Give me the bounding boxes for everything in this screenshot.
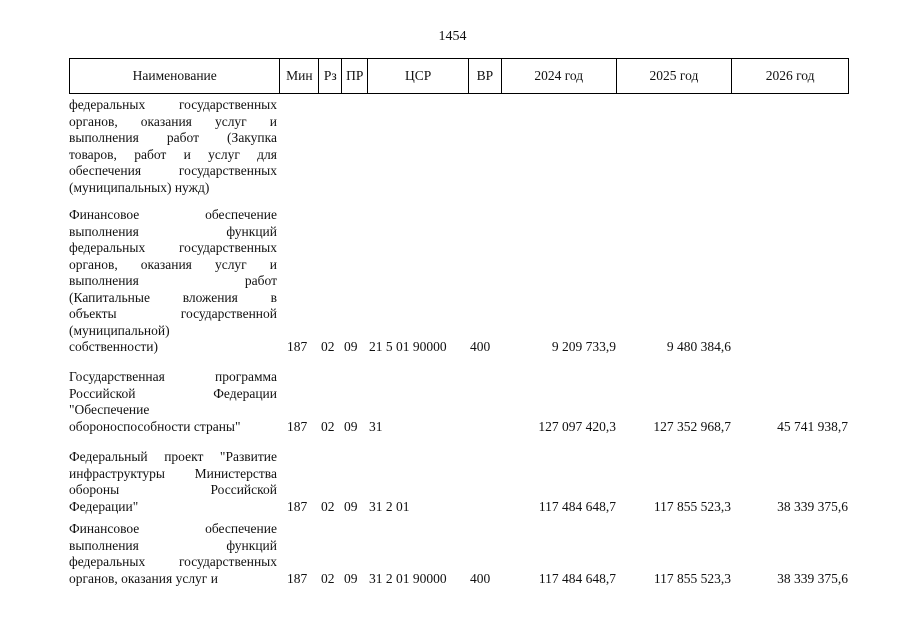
row-name-line: собственности) xyxy=(69,339,158,354)
row-value-2026: 38 339 375,6 xyxy=(777,570,848,586)
row-value-2024: 127 097 420,3 xyxy=(538,418,616,434)
row-name-line: органов, оказания услуг и xyxy=(69,256,277,272)
row-name-line: Государственная программа xyxy=(69,369,277,384)
row-name-line: федеральных государственных xyxy=(69,554,277,569)
header-2024: 2024 год xyxy=(502,59,617,93)
header-pr: ПР xyxy=(342,59,368,93)
header-min: Мин xyxy=(280,59,319,93)
row-name-line: обеспечения государственных xyxy=(69,163,277,178)
page-number: 1454 xyxy=(438,29,467,44)
row-name-line: федеральных государственных xyxy=(69,240,277,255)
row-name-line: Федерации" xyxy=(69,498,139,514)
row-pr: 09 xyxy=(344,418,358,434)
row-min: 187 xyxy=(287,498,308,514)
header-2026: 2026 год xyxy=(765,68,815,83)
row-name xyxy=(69,521,277,587)
row-name-line: объекты государственной xyxy=(69,306,277,321)
row-csr: 21 5 01 90000 xyxy=(369,339,447,354)
row-name-line: (муниципальных) нужд) xyxy=(69,179,210,195)
row-name-line: выполнения работ xyxy=(69,273,277,288)
row-name-line: обороны Российской xyxy=(69,482,277,497)
row-value-2026: 38 339 375,6 xyxy=(777,498,848,514)
row-min: 187 xyxy=(287,339,308,354)
row-name xyxy=(69,369,277,435)
row-rz: 02 xyxy=(321,570,335,586)
row-rz: 02 xyxy=(321,498,335,514)
row-name-line: Российской Федерации xyxy=(69,385,277,401)
row-pr: 09 xyxy=(344,570,358,586)
row-name-line: органов, оказания услуг и xyxy=(69,113,277,129)
header-csr: ЦСР xyxy=(368,59,469,93)
row-value-2025: 117 855 523,3 xyxy=(653,570,731,586)
row-name-line: "Обеспечение xyxy=(69,402,150,417)
row-min: 187 xyxy=(287,570,308,586)
row-name xyxy=(69,97,277,196)
row-name-line: Федеральный проект "Развитие xyxy=(69,449,277,464)
header-name: Наименование xyxy=(70,59,280,93)
row-name-line: (Капитальные вложения в xyxy=(69,289,277,305)
row-value-2025: 9 480 384,6 xyxy=(666,339,731,354)
row-name xyxy=(69,449,277,515)
row-vr: 400 xyxy=(470,570,491,586)
row-rz: 02 xyxy=(321,339,335,354)
row-name-line: выполнения функций xyxy=(69,537,277,553)
row-value-2025: 127 352 968,7 xyxy=(653,418,731,434)
row-name-line: инфраструктуры Министерства xyxy=(69,465,277,481)
row-name xyxy=(69,207,277,356)
header-rz: Рз xyxy=(319,59,342,93)
header-2025: 2025 год xyxy=(617,59,733,93)
row-name-line: (муниципальной) xyxy=(69,322,170,338)
row-pr: 09 xyxy=(344,339,358,354)
row-vr: 400 xyxy=(470,339,491,354)
row-csr: 31 xyxy=(369,418,383,434)
row-value-2025: 117 855 523,3 xyxy=(653,498,731,514)
row-name-line: Финансовое обеспечение xyxy=(69,207,277,222)
row-value-2026: 45 741 938,7 xyxy=(777,418,848,434)
row-csr: 31 2 01 90000 xyxy=(369,570,447,586)
row-name-line: выполнения работ (Закупка xyxy=(69,130,277,145)
row-value-2024: 117 484 648,7 xyxy=(538,570,616,586)
row-pr: 09 xyxy=(344,498,358,514)
row-rz: 02 xyxy=(321,418,335,434)
table-header xyxy=(69,58,849,94)
row-min: 187 xyxy=(287,418,308,434)
row-name-line: федеральных государственных xyxy=(69,97,277,112)
header-vr: ВР xyxy=(469,59,502,93)
row-name-line: органов, оказания услуг и xyxy=(69,570,218,586)
row-name-line: выполнения функций xyxy=(69,223,277,239)
row-name-line: обороноспособности страны" xyxy=(69,418,241,434)
row-csr: 31 2 01 xyxy=(369,498,410,514)
row-name-line: Финансовое обеспечение xyxy=(69,521,277,536)
row-value-2024: 117 484 648,7 xyxy=(538,498,616,514)
row-value-2024: 9 209 733,9 xyxy=(551,339,616,354)
row-name-line: товаров, работ и услуг для xyxy=(69,146,277,162)
